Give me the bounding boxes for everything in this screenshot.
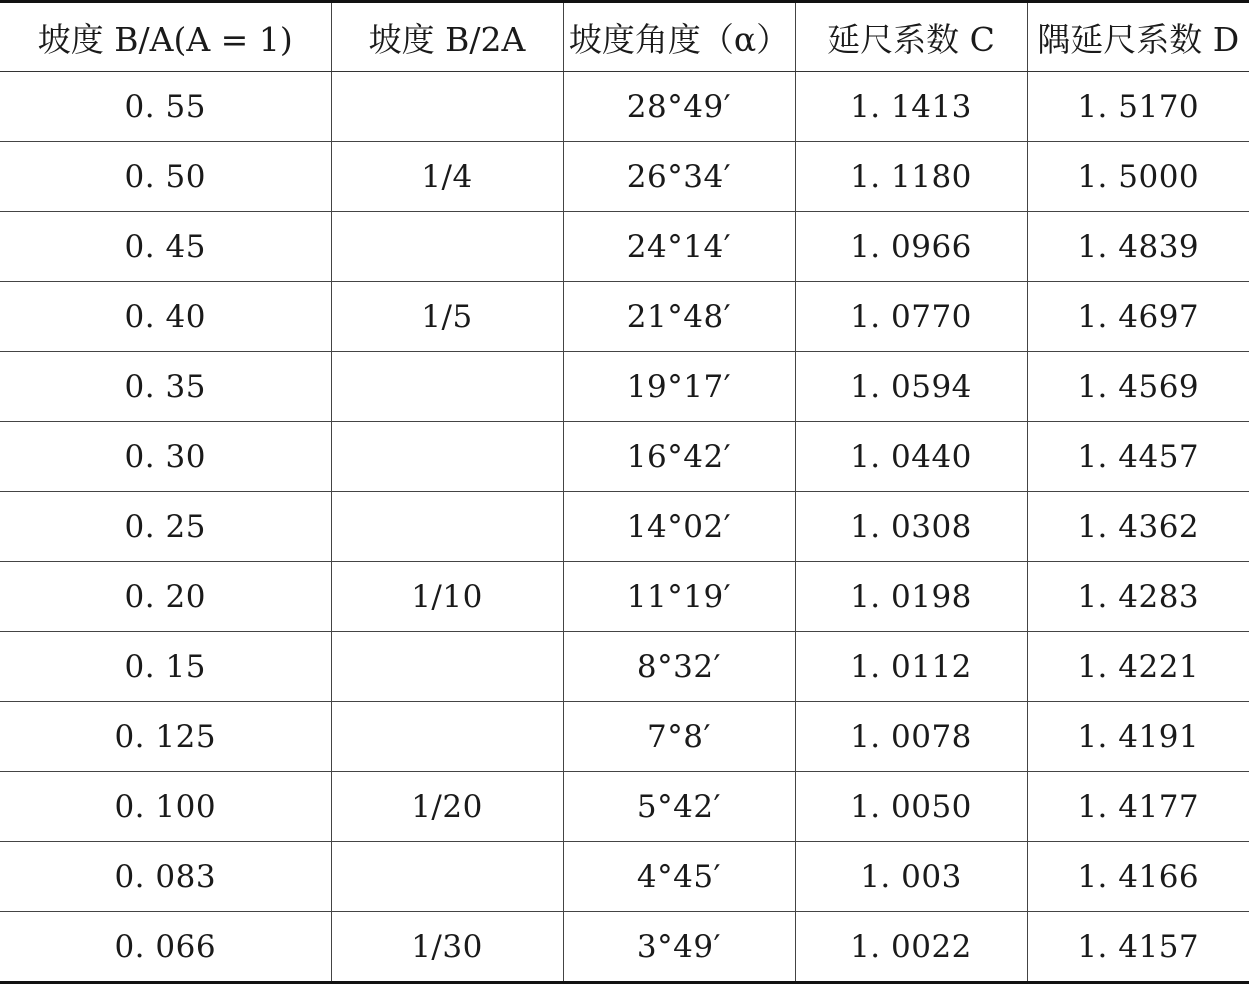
- cell-slope-ratio: 0. 125: [0, 702, 331, 772]
- table-row: [0, 142, 1249, 212]
- cell-slope-half-ratio: [331, 352, 563, 422]
- cell-coefficient-d: 1. 4697: [1027, 282, 1249, 352]
- header-slope-ratio: 坡度 B/A(A = 1): [0, 2, 331, 72]
- cell-coefficient-c: 1. 0050: [795, 772, 1027, 842]
- table-row: [0, 702, 1249, 772]
- cell-slope-angle: 11°19′: [563, 562, 795, 632]
- cell-slope-half-ratio: 1/30: [331, 912, 563, 983]
- cell-slope-half-ratio: [331, 422, 563, 492]
- cell-slope-angle: 3°49′: [563, 912, 795, 983]
- header-row: [0, 2, 1249, 72]
- cell-slope-ratio: 0. 083: [0, 842, 331, 912]
- table-row: [0, 352, 1249, 422]
- table-row: [0, 72, 1249, 142]
- cell-coefficient-c: 1. 0440: [795, 422, 1027, 492]
- cell-slope-angle: 21°48′: [563, 282, 795, 352]
- cell-coefficient-d: 1. 4362: [1027, 492, 1249, 562]
- cell-slope-ratio: 0. 20: [0, 562, 331, 632]
- table-header: [0, 2, 1249, 72]
- cell-slope-angle: 8°32′: [563, 632, 795, 702]
- cell-slope-half-ratio: [331, 702, 563, 772]
- cell-slope-half-ratio: [331, 212, 563, 282]
- table-body: [0, 72, 1249, 983]
- cell-slope-angle: 24°14′: [563, 212, 795, 282]
- header-slope-half-ratio: 坡度 B/2A: [331, 2, 563, 72]
- cell-coefficient-d: 1. 4166: [1027, 842, 1249, 912]
- cell-slope-angle: 16°42′: [563, 422, 795, 492]
- cell-slope-half-ratio: [331, 842, 563, 912]
- cell-coefficient-c: 1. 1180: [795, 142, 1027, 212]
- cell-slope-half-ratio: [331, 72, 563, 142]
- cell-coefficient-c: 1. 0594: [795, 352, 1027, 422]
- header-corner-extension-coefficient-d: 隅延尺系数 D: [1027, 2, 1249, 72]
- cell-coefficient-d: 1. 4283: [1027, 562, 1249, 632]
- cell-coefficient-c: 1. 0770: [795, 282, 1027, 352]
- cell-slope-ratio: 0. 100: [0, 772, 331, 842]
- cell-coefficient-d: 1. 5170: [1027, 72, 1249, 142]
- cell-slope-ratio: 0. 15: [0, 632, 331, 702]
- cell-coefficient-d: 1. 4191: [1027, 702, 1249, 772]
- table-row: [0, 632, 1249, 702]
- header-extension-coefficient-c: 延尺系数 C: [795, 2, 1027, 72]
- cell-coefficient-d: 1. 4457: [1027, 422, 1249, 492]
- cell-slope-ratio: 0. 45: [0, 212, 331, 282]
- cell-slope-half-ratio: 1/10: [331, 562, 563, 632]
- cell-coefficient-d: 1. 4177: [1027, 772, 1249, 842]
- cell-slope-angle: 7°8′: [563, 702, 795, 772]
- cell-coefficient-d: 1. 4221: [1027, 632, 1249, 702]
- cell-coefficient-c: 1. 0966: [795, 212, 1027, 282]
- cell-slope-ratio: 0. 25: [0, 492, 331, 562]
- cell-coefficient-c: 1. 1413: [795, 72, 1027, 142]
- table-row: [0, 212, 1249, 282]
- table-row: [0, 562, 1249, 632]
- table-row: [0, 492, 1249, 562]
- cell-coefficient-c: 1. 0078: [795, 702, 1027, 772]
- cell-slope-angle: 26°34′: [563, 142, 795, 212]
- header-slope-angle: 坡度角度（α）: [563, 2, 795, 72]
- cell-slope-half-ratio: 1/4: [331, 142, 563, 212]
- cell-coefficient-c: 1. 0308: [795, 492, 1027, 562]
- cell-slope-angle: 5°42′: [563, 772, 795, 842]
- cell-slope-angle: 14°02′: [563, 492, 795, 562]
- cell-slope-half-ratio: 1/20: [331, 772, 563, 842]
- cell-slope-half-ratio: 1/5: [331, 282, 563, 352]
- cell-slope-ratio: 0. 30: [0, 422, 331, 492]
- cell-coefficient-c: 1. 003: [795, 842, 1027, 912]
- cell-coefficient-c: 1. 0022: [795, 912, 1027, 983]
- cell-coefficient-d: 1. 4157: [1077, 928, 1200, 965]
- cell-slope-ratio: 0. 55: [0, 72, 331, 142]
- table-row: [0, 772, 1249, 842]
- cell-slope-angle: 28°49′: [563, 72, 795, 142]
- table-row: [0, 422, 1249, 492]
- cell-coefficient-c: 1. 0112: [795, 632, 1027, 702]
- table-row: [0, 912, 1249, 983]
- cell-slope-ratio: 0. 50: [0, 142, 331, 212]
- cell-slope-ratio: 0. 35: [0, 352, 331, 422]
- cell-slope-half-ratio: [331, 632, 563, 702]
- cell-coefficient-d: 1. 5000: [1027, 142, 1249, 212]
- cell-coefficient-d: 1. 4839: [1027, 212, 1249, 282]
- cell-coefficient-c: 1. 0198: [795, 562, 1027, 632]
- cell-slope-angle: 19°17′: [563, 352, 795, 422]
- cell-slope-half-ratio: [331, 492, 563, 562]
- cell-coefficient-d: 1. 4569: [1027, 352, 1249, 422]
- table-row: [0, 282, 1249, 352]
- table-row: [0, 842, 1249, 912]
- cell-slope-ratio: 0. 066: [0, 912, 331, 983]
- cell-slope-ratio: 0. 40: [0, 282, 331, 352]
- cell-slope-angle: 4°45′: [563, 842, 795, 912]
